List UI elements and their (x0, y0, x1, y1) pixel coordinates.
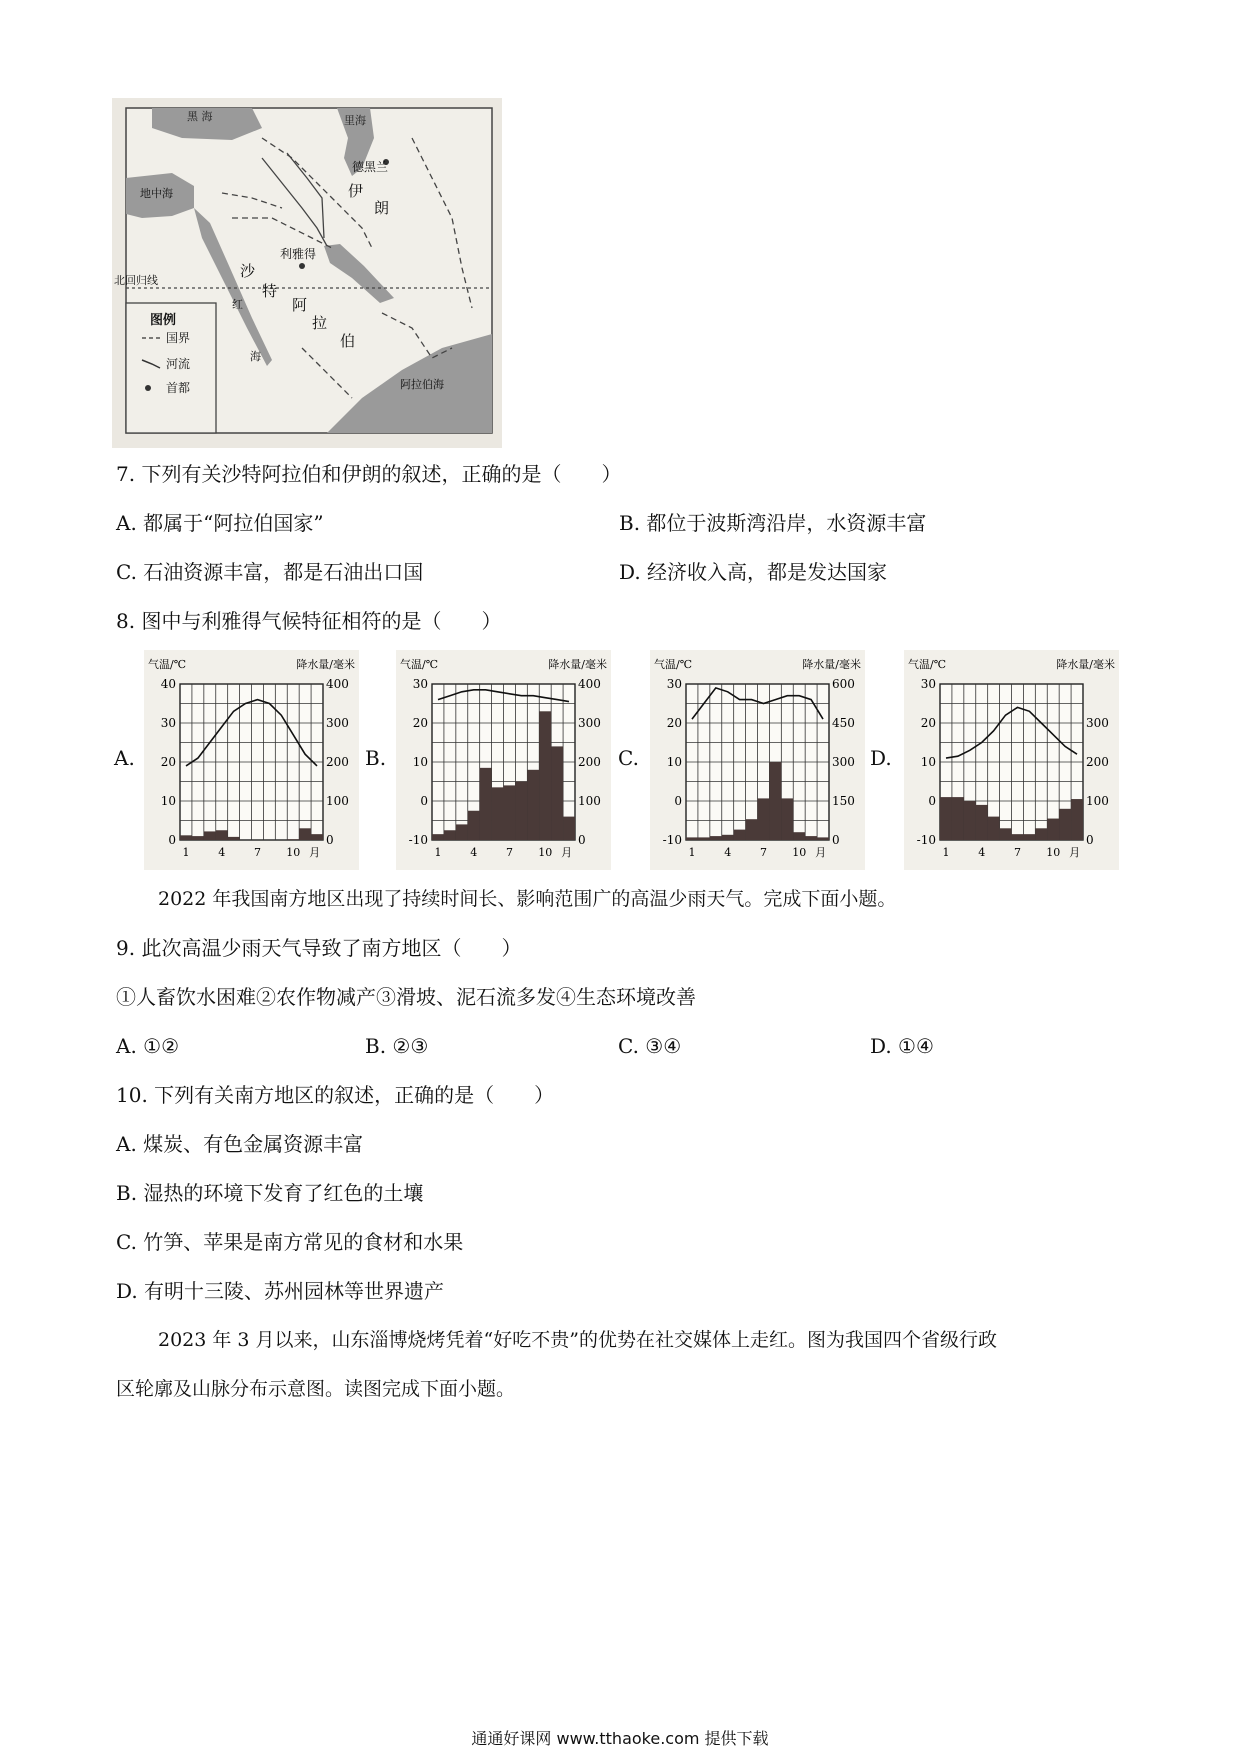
month-tick-label: 10 (286, 846, 301, 859)
precip-bar (228, 837, 240, 840)
climate-chart-a[interactable] (144, 650, 359, 870)
precip-bar (551, 746, 563, 840)
precip-bar (432, 834, 444, 840)
precip-bar (817, 837, 829, 840)
map-label-black-sea: 黑 海 (187, 110, 213, 123)
month-tick-label: 10 (538, 846, 553, 859)
precip-bar (216, 830, 228, 840)
precip-bar (940, 797, 952, 840)
month-tick-label: 7 (253, 846, 261, 859)
q10-option-b[interactable]: B. 湿热的环境下发育了红色的土壤 (116, 1181, 424, 1205)
chart-right-axis-label: 降水量/毫米 (296, 658, 355, 671)
chart-grid (180, 684, 323, 840)
chart-right-axis-label: 降水量/毫米 (1056, 658, 1115, 671)
precip-bar (746, 819, 758, 840)
q8-option-a-label[interactable]: A. (114, 746, 135, 770)
temp-tick-label: -10 (662, 833, 682, 847)
month-tick-label: 1 (942, 846, 950, 859)
q8-option-b-label[interactable]: B. (365, 746, 387, 770)
month-tick-label: 10 (792, 846, 807, 859)
climate-chart-c[interactable] (650, 650, 865, 870)
temp-tick-label: 40 (160, 677, 176, 691)
precip-bar (192, 836, 204, 840)
q9-option-b[interactable]: B. ②③ (365, 1034, 429, 1058)
temp-tick-label: 10 (920, 755, 936, 769)
precip-bar (480, 768, 492, 840)
month-tick-label: 7 (759, 846, 767, 859)
temp-tick-label: 10 (412, 755, 428, 769)
month-tick-label: 月 (815, 846, 827, 859)
precip-bar (686, 837, 698, 840)
month-tick-label: 7 (1013, 846, 1021, 859)
precip-tick-label: 600 (832, 677, 855, 691)
climate-chart-c-svg (650, 650, 865, 870)
map-label-red-sea-1: 红 (232, 298, 243, 311)
map-label-saudi-3: 阿 (292, 296, 308, 314)
precip-bar (805, 836, 817, 840)
map-label-saudi-4: 拉 (312, 314, 328, 332)
precip-tick-label: 100 (1086, 794, 1109, 808)
month-tick-label: 1 (434, 846, 442, 859)
precip-bar (1035, 828, 1047, 840)
chart-left-axis-label: 气温/℃ (654, 658, 693, 671)
precip-tick-label: 300 (326, 716, 349, 730)
month-tick-label: 1 (688, 846, 696, 859)
temp-tick-label: 10 (160, 794, 176, 808)
chart-left-axis-label: 气温/℃ (148, 658, 187, 671)
intro-2022: 2022 年我国南方地区出现了持续时间长、影响范围广的高温少雨天气。完成下面小题。 (158, 888, 897, 910)
month-tick-label: 4 (218, 846, 226, 859)
riyadh-dot (299, 263, 305, 269)
chart-left-axis-label: 气温/℃ (908, 658, 947, 671)
precip-tick-label: 400 (578, 677, 601, 691)
q9-option-c[interactable]: C. ③④ (618, 1034, 682, 1058)
precip-tick-label: 100 (326, 794, 349, 808)
precip-tick-label: 0 (326, 833, 334, 847)
q9-option-d[interactable]: D. ①④ (870, 1034, 934, 1058)
precip-bar (527, 770, 539, 840)
temp-tick-label: 20 (666, 716, 682, 730)
q7-option-d[interactable]: D. 经济收入高，都是发达国家 (619, 560, 888, 584)
q9-stem: 9. 此次高温少雨天气导致了南方地区（ ） (116, 936, 522, 960)
legend-title: 图例 (150, 313, 177, 328)
precip-bar (698, 837, 710, 840)
precip-tick-label: 200 (326, 755, 349, 769)
climate-chart-b-svg (396, 650, 611, 870)
precip-bar (456, 824, 468, 840)
precip-bar (722, 835, 734, 840)
precip-bar (1059, 809, 1071, 840)
precip-bar (769, 762, 781, 840)
map-label-tropic: 北回归线 (114, 274, 158, 287)
map-label-riyadh: 利雅得 (280, 247, 317, 261)
precip-bar (758, 798, 770, 840)
precip-tick-label: 200 (1086, 755, 1109, 769)
precip-tick-label: 0 (578, 833, 586, 847)
temp-tick-label: 30 (666, 677, 682, 691)
temp-tick-label: 20 (920, 716, 936, 730)
climate-chart-b[interactable] (396, 650, 611, 870)
precip-bar (952, 797, 964, 840)
map-svg (112, 98, 502, 448)
temp-tick-label: -10 (916, 833, 936, 847)
map-label-iran-2: 朗 (374, 199, 390, 217)
q7-option-c[interactable]: C. 石油资源丰富，都是石油出口国 (116, 560, 424, 584)
month-tick-label: 月 (1069, 846, 1081, 859)
map-label-saudi-1: 沙 (240, 262, 256, 280)
legend-capital: 首都 (166, 381, 191, 395)
q10-option-d[interactable]: D. 有明十三陵、苏州园林等世界遗产 (116, 1279, 445, 1303)
footer-watermark: 通通好课网 www.tthaoke.com 提供下载 (471, 1729, 769, 1748)
precip-bar (287, 839, 299, 840)
map-label-saudi-5: 伯 (340, 332, 356, 350)
precip-bar (539, 711, 551, 840)
precip-bar (1000, 828, 1012, 840)
q7-option-b[interactable]: B. 都位于波斯湾沿岸，水资源丰富 (619, 511, 927, 535)
precip-bar (976, 805, 988, 840)
intro-2023-line2: 区轮廓及山脉分布示意图。读图完成下面小题。 (116, 1378, 516, 1400)
map-label-iran-1: 伊 (348, 182, 364, 200)
precip-bar (1047, 819, 1059, 840)
q8-stem: 8. 图中与利雅得气候特征相符的是（ ） (116, 609, 502, 633)
precip-bar (1012, 834, 1024, 840)
precip-bar (515, 782, 527, 841)
temp-tick-label: -10 (408, 833, 428, 847)
q10-stem: 10. 下列有关南方地区的叙述，正确的是（ ） (116, 1083, 555, 1107)
chart-right-axis-label: 降水量/毫米 (548, 658, 607, 671)
precip-bar (734, 830, 746, 840)
map-label-mediterranean: 地中海 (140, 187, 173, 200)
precip-bar (504, 785, 516, 840)
q10-option-a[interactable]: A. 煤炭、有色金属资源丰富 (116, 1132, 364, 1156)
middle-east-map (112, 98, 502, 448)
q8-option-c-label[interactable]: C. (618, 746, 639, 770)
precip-tick-label: 300 (1086, 716, 1109, 730)
precip-tick-label: 0 (1086, 833, 1094, 847)
month-tick-label: 4 (724, 846, 732, 859)
q7-option-a[interactable]: A. 都属于“阿拉伯国家” (116, 511, 324, 535)
temp-tick-label: 0 (420, 794, 428, 808)
map-label-red-sea-2: 海 (250, 350, 261, 363)
climate-chart-d-svg (904, 650, 1119, 870)
precip-bar (793, 832, 805, 840)
precip-bar (710, 836, 722, 840)
precip-bar (988, 817, 1000, 840)
precip-bar (1023, 834, 1035, 840)
temp-tick-label: 0 (928, 794, 936, 808)
temp-tick-label: 0 (168, 833, 176, 847)
precip-bar (180, 835, 192, 840)
precip-bar (563, 817, 575, 840)
precip-bar (781, 798, 793, 840)
q9-option-a[interactable]: A. ①② (116, 1034, 180, 1058)
climate-chart-d[interactable] (904, 650, 1119, 870)
intro-2023-line1: 2023 年 3 月以来，山东淄博烧烤凭着“好吃不贵”的优势在社交媒体上走红。图为我国四个省级行政 (158, 1329, 997, 1351)
climate-chart-a-svg (144, 650, 359, 870)
precip-tick-label: 400 (326, 677, 349, 691)
temp-tick-label: 30 (412, 677, 428, 691)
precip-tick-label: 150 (832, 794, 855, 808)
temp-tick-label: 0 (674, 794, 682, 808)
map-label-saudi-2: 特 (262, 282, 278, 300)
temp-tick-label: 30 (920, 677, 936, 691)
map-label-caspian: 里海 (344, 114, 366, 127)
month-tick-label: 1 (182, 846, 190, 859)
precip-tick-label: 200 (578, 755, 601, 769)
q8-option-d-label[interactable]: D. (870, 746, 892, 770)
month-tick-label: 4 (978, 846, 986, 859)
month-tick-label: 10 (1046, 846, 1061, 859)
precip-tick-label: 100 (578, 794, 601, 808)
q9-items: ①人畜饮水困难②农作物减产③滑坡、泥石流多发④生态环境改善 (116, 985, 696, 1009)
chart-left-axis-label: 气温/℃ (400, 658, 439, 671)
temp-tick-label: 30 (160, 716, 176, 730)
precip-bar (299, 828, 311, 840)
chart-right-axis-label: 降水量/毫米 (802, 658, 861, 671)
precip-tick-label: 300 (578, 716, 601, 730)
precip-bar (964, 801, 976, 840)
temp-tick-label: 20 (412, 716, 428, 730)
precip-bar (311, 834, 323, 840)
precip-bar (444, 830, 456, 840)
map-label-arabian-sea: 阿拉伯海 (400, 378, 444, 391)
temp-tick-label: 10 (666, 755, 682, 769)
precip-bar (492, 787, 504, 840)
q7-stem: 7. 下列有关沙特阿拉伯和伊朗的叙述，正确的是（ ） (116, 462, 622, 486)
legend-border: 国界 (166, 331, 191, 345)
q10-option-c[interactable]: C. 竹笋、苹果是南方常见的食材和水果 (116, 1230, 464, 1254)
temp-tick-label: 20 (160, 755, 176, 769)
month-tick-label: 4 (470, 846, 478, 859)
precip-tick-label: 0 (832, 833, 840, 847)
precip-bar (468, 811, 480, 840)
month-tick-label: 月 (309, 846, 321, 859)
month-tick-label: 月 (561, 846, 573, 859)
precip-tick-label: 450 (832, 716, 855, 730)
precip-bar (1071, 799, 1083, 840)
month-tick-label: 7 (505, 846, 513, 859)
legend-river: 河流 (166, 357, 191, 371)
precip-bar (204, 831, 216, 840)
precip-tick-label: 300 (832, 755, 855, 769)
map-label-tehran: 德黑兰 (352, 160, 389, 174)
